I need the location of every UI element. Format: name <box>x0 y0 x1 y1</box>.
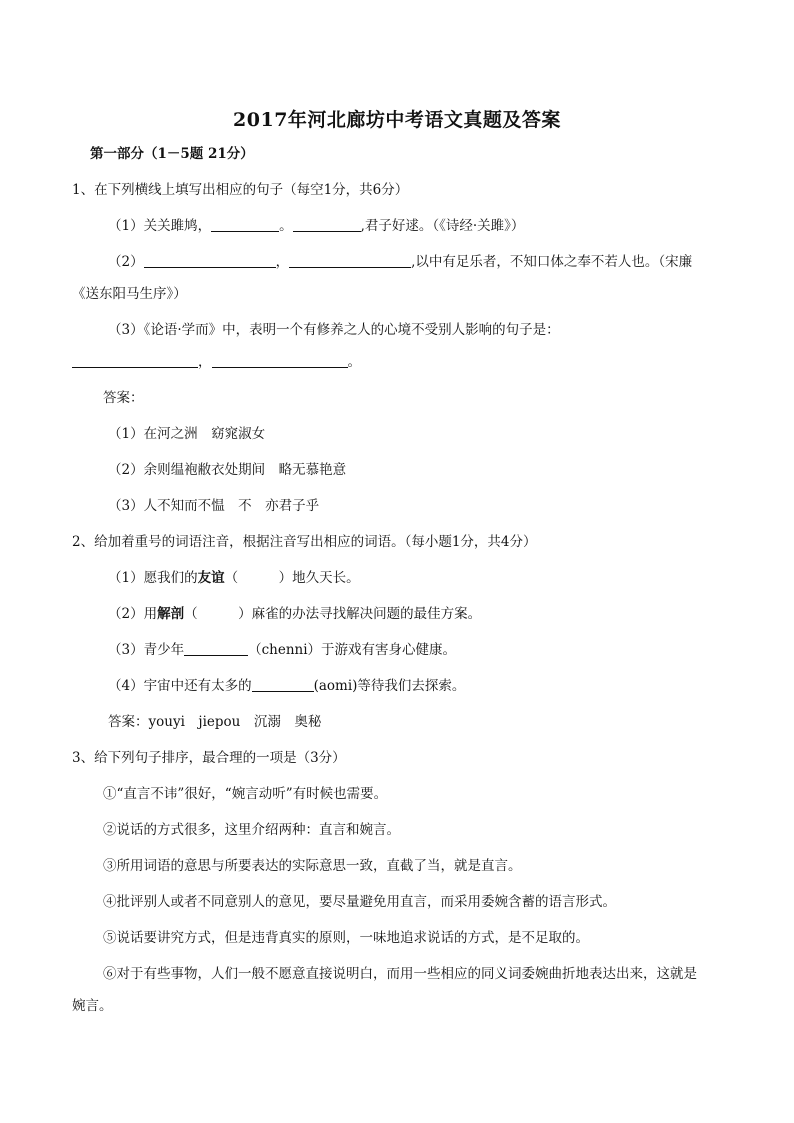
fill-blank[interactable] <box>212 353 348 368</box>
q2-answer: 答案：youyi jiepou 沉溺 奥秘 <box>108 714 322 730</box>
q2-item-3 <box>108 640 758 660</box>
q1-item-1-suffix: ,君子好逑。（《诗经·关雎》） <box>360 218 525 234</box>
q1-answer-label: 答案： <box>103 390 144 406</box>
q3-sentence-1: ①“直言不讳”很好，“婉言动听”有时候也需要。 <box>103 786 388 802</box>
q1-answer-3: （3）人不知而不愠 不 亦君子乎 <box>108 498 320 514</box>
q2-item-1-prefix: （1）愿我们的 <box>108 570 198 586</box>
page-title: 2017年河北廊坊中考语文真题及答案 <box>233 109 561 131</box>
q2-item-2-prefix: （2）用 <box>108 606 158 622</box>
q1-item-1 <box>108 216 758 236</box>
fill-blank[interactable] <box>252 677 314 692</box>
q3-sentence-2: ②说话的方式很多，这里介绍两种：直言和婉言。 <box>103 822 400 838</box>
q1-item-1-mid: 。 <box>279 218 293 234</box>
q1-item-3-blanks <box>72 352 722 372</box>
q3-sentence-3: ③所用词语的意思与所要表达的实际意思一致，直截了当，就是直言。 <box>103 858 522 874</box>
emphasized-word: 友谊 <box>197 570 225 586</box>
q2-item-2 <box>108 604 758 624</box>
fill-blank[interactable] <box>289 253 411 268</box>
fill-blank[interactable] <box>293 217 361 232</box>
q1-stem: 1、在下列横线上填写出相应的句子（每空1分，共6分） <box>72 182 409 198</box>
q1-item-2-suffix: ,以中有足乐者，不知口体之奉不若人也。（宋廉 <box>411 254 693 270</box>
q2-stem: 2、给加着重号的词语注音，根据注音写出相应的词语。（每小题1分，共4分） <box>72 534 537 550</box>
q2-item-1 <box>108 568 758 588</box>
q3-sentence-5: ⑤说话要讲究方式，但是违背真实的原则，一味地追求说话的方式，是不足取的。 <box>103 930 589 946</box>
q3-sentence-6-cont: 婉言。 <box>72 998 113 1014</box>
q1-item-2-cont: 《送东阳马生序》） <box>72 286 187 302</box>
q2-item-4-suffix: (aomi)等待我们去探索。 <box>313 678 466 694</box>
q1-answer-1: （1）在河之洲 窈窕淑女 <box>108 426 266 442</box>
q1-item-2-prefix: （2） <box>108 254 144 270</box>
fill-blank[interactable] <box>184 641 248 656</box>
q3-sentence-4: ④批评别人或者不同意别人的意见，要尽量避免用直言，而采用委婉含蓄的语言形式。 <box>103 894 616 910</box>
q1-item-1-prefix: （1）关关雎鸠， <box>108 218 212 234</box>
q3-sentence-6: ⑥对于有些事物，人们一般不愿意直接说明白，而用一些相应的同义词委婉曲折地表达出来，这就是 <box>103 966 697 982</box>
fill-blank[interactable] <box>72 353 198 368</box>
q2-item-4-prefix: （4）宇宙中还有太多的 <box>108 678 252 694</box>
q1-item-3: （3）《论语·学而》中，表明一个有修养之人的心境不受别人影响的句子是： <box>108 322 560 338</box>
q2-item-1-suffix: （ ）地久天长。 <box>224 570 360 586</box>
fill-blank[interactable] <box>144 253 276 268</box>
emphasized-word: 解剖 <box>157 606 185 622</box>
q2-item-3-suffix: （chenni）于游戏有害身心健康。 <box>248 642 457 658</box>
q2-item-3-prefix: （3）青少年 <box>108 642 185 658</box>
fill-blank[interactable] <box>211 217 279 232</box>
q3-stem: 3、给下列句子排序，最合理的一项是（3分） <box>72 750 346 766</box>
q2-item-2-suffix: （ ）麻雀的办法寻找解决问题的最佳方案。 <box>184 606 482 622</box>
q2-item-4 <box>108 676 758 696</box>
q1-item-3-end: 。 <box>347 354 361 370</box>
q1-item-2 <box>108 252 758 272</box>
q1-item-3-mid: ， <box>198 354 212 370</box>
q1-answer-2: （2）余则缊袍敝衣处期间 略无慕艳意 <box>108 462 347 478</box>
part-heading: 第一部分（1－5题 21分） <box>90 146 254 162</box>
q1-item-2-mid: ， <box>275 254 290 270</box>
